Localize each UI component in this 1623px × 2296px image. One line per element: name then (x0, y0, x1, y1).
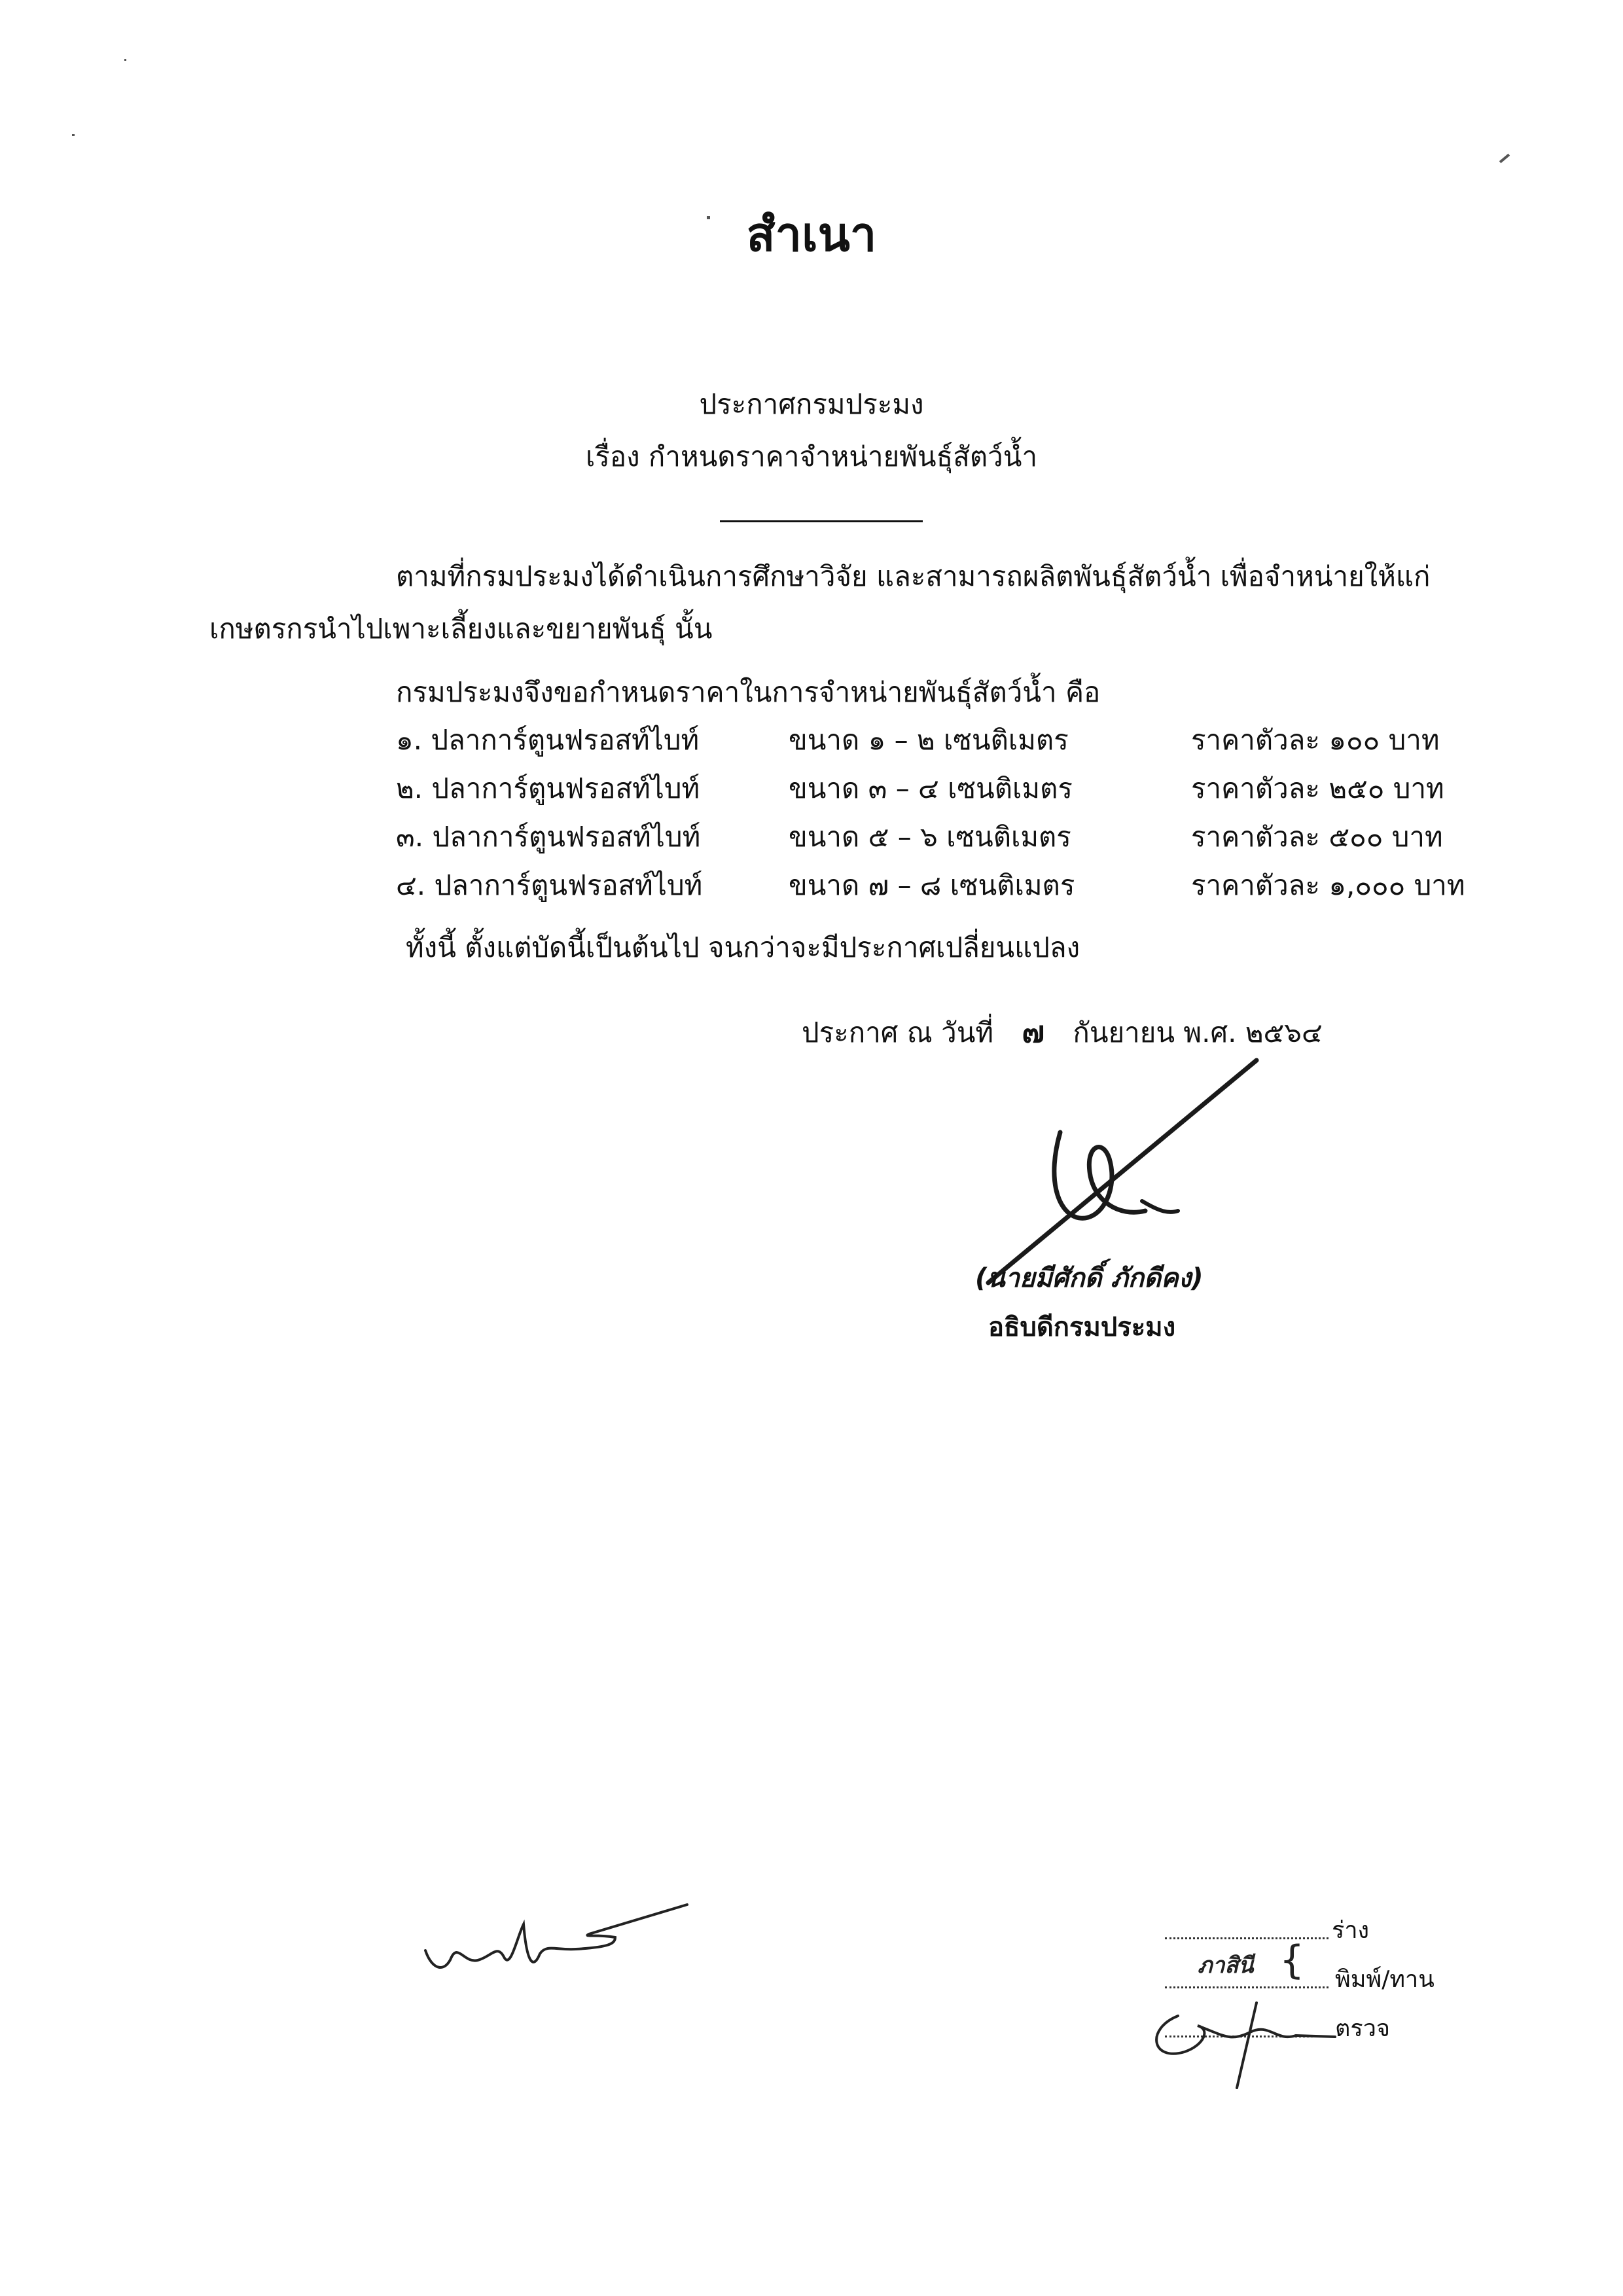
intro-line-1: ตามที่กรมประมงได้ดำเนินการศึกษาวิจัย และสามารถผลิตพันธุ์สัตว์น้ำ เพื่อจำหน่ายให้แก่ (396, 560, 1431, 592)
price-row-size: ขนาด ๕ – ๖ เซนติเมตร (789, 821, 1071, 853)
heading-divider (720, 520, 923, 522)
typed-label: พิมพ์/ทาน (1335, 1966, 1435, 1993)
price-row-size: ขนาด ๗ – ๘ เซนติเมตร (789, 869, 1075, 901)
price-row-price: ราคาตัวละ ๒๕๐ บาท (1191, 772, 1444, 804)
price-row-price: ราคาตัวละ ๑๐๐ บาท (1191, 724, 1440, 756)
signer-title: อธิบดีกรมประมง (988, 1312, 1176, 1342)
price-row-item: ๔. ปลาการ์ตูนฟรอสท์ไบท์ (396, 869, 703, 901)
price-row (0, 816, 1623, 855)
announcement-title: ประกาศกรมประมง (699, 388, 924, 420)
price-row (0, 719, 1623, 758)
price-intro: กรมประมงจึงขอกำหนดราคาในการจำหน่ายพันธุ์สัตว์น้ำ คือ (396, 676, 1101, 708)
effective-note: ทั้งนี้ ตั้งแต่บัดนี้เป็นต้นไป จนกว่าจะมีประกาศเปลี่ยนแปลง (406, 931, 1080, 963)
price-row (0, 864, 1623, 903)
checked-label: ตรวจ (1335, 2015, 1391, 2042)
draft-label: ร่าง (1332, 1917, 1370, 1944)
checker-signature (1139, 1990, 1348, 2094)
date-prefix: ประกาศ ณ วันที่ (802, 1016, 994, 1049)
price-row-item: ๓. ปลาการ์ตูนฟรอสท์ไบท์ (396, 821, 701, 853)
scan-speck (707, 216, 710, 219)
price-row-size: ขนาด ๓ – ๔ เซนติเมตร (789, 772, 1073, 804)
scan-speck (72, 134, 75, 136)
initials-signature (419, 1898, 694, 1996)
price-row (0, 767, 1623, 806)
copy-mark: สำเนา (746, 207, 877, 262)
signer-name: (นายมีศักดิ์ ภักดีคง) (975, 1263, 1204, 1293)
typed-dotted-line (1165, 1986, 1329, 1988)
price-row-size: ขนาด ๑ – ๒ เซนติเมตร (789, 724, 1069, 756)
brace-icon: { (1279, 1937, 1305, 1983)
typist-name: ภาสินี (1198, 1952, 1254, 1979)
date-rest: กันยายน พ.ศ. ๒๕๖๔ (1073, 1016, 1323, 1049)
scan-speck (1499, 154, 1510, 164)
intro-line-2: เกษตรกรนำไปเพาะเลี้ยงและขยายพันธุ์ นั้น (209, 613, 713, 645)
price-row-price: ราคาตัวละ ๕๐๐ บาท (1191, 821, 1443, 853)
price-row-price: ราคาตัวละ ๑,๐๐๐ บาท (1191, 869, 1465, 901)
announcement-subject: เรื่อง กำหนดราคาจำหน่ายพันธุ์สัตว์น้ำ (585, 440, 1038, 473)
date-day: ๗ (1022, 1014, 1045, 1049)
scan-speck (124, 59, 126, 61)
price-row-item: ๒. ปลาการ์ตูนฟรอสท์ไบท์ (396, 772, 700, 804)
price-row-item: ๑. ปลาการ์ตูนฟรอสท์ไบท์ (396, 724, 700, 756)
